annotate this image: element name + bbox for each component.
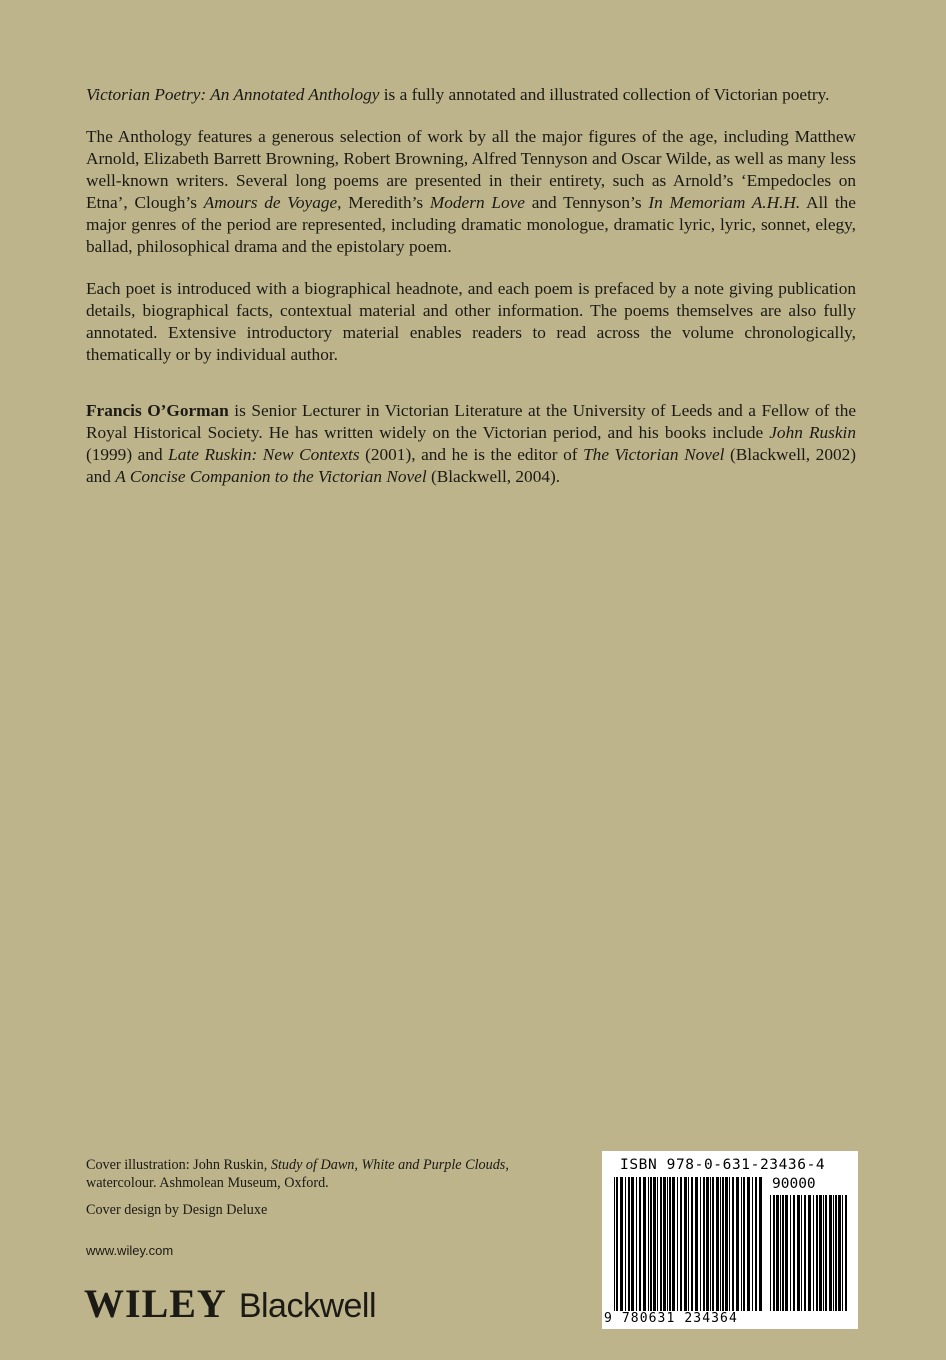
barcode-bar bbox=[688, 1177, 689, 1311]
barcode-bar bbox=[829, 1195, 832, 1311]
barcode-bar bbox=[785, 1195, 788, 1311]
barcode-bar bbox=[813, 1195, 814, 1311]
book-title: Victorian Poetry: An Annotated Anthology bbox=[86, 85, 380, 104]
barcode-bar bbox=[741, 1177, 742, 1311]
barcode-bar bbox=[695, 1177, 698, 1311]
price-barcode-bars bbox=[770, 1195, 848, 1313]
barcode-bar bbox=[845, 1195, 847, 1311]
barcode-bar bbox=[639, 1177, 641, 1311]
barcode-bar bbox=[703, 1177, 705, 1311]
barcode-bar bbox=[660, 1177, 662, 1311]
barcode-bar bbox=[773, 1195, 775, 1311]
barcode-bar bbox=[625, 1177, 626, 1311]
barcode-bar bbox=[628, 1177, 630, 1311]
barcode-bar bbox=[752, 1177, 753, 1311]
barcode-bar bbox=[657, 1177, 658, 1311]
publisher-url[interactable]: www.wiley.com bbox=[86, 1243, 174, 1258]
wiley-blackwell-logo bbox=[84, 1280, 376, 1327]
illustration-credit: Cover illustration: John Ruskin, Study of Dawn, White and Purple Clouds, watercolour. Ashmolean Museum, Oxford. bbox=[86, 1157, 509, 1191]
blackwell-wordmark: Blackwell bbox=[238, 1287, 377, 1325]
barcode-bar bbox=[677, 1177, 678, 1311]
barcode-bar bbox=[736, 1177, 739, 1311]
wiley-wordmark: WILEY bbox=[84, 1281, 227, 1326]
barcode-bar bbox=[838, 1195, 841, 1311]
barcode-bar bbox=[770, 1195, 771, 1311]
barcode-bar bbox=[842, 1195, 843, 1311]
barcode-bar bbox=[706, 1177, 709, 1311]
barcode-bar bbox=[631, 1177, 634, 1311]
barcode-bar bbox=[648, 1177, 649, 1311]
barcode-bar bbox=[712, 1177, 714, 1311]
barcode-bar bbox=[614, 1177, 615, 1311]
barcode-bar bbox=[620, 1177, 623, 1311]
barcode-bar bbox=[782, 1195, 784, 1311]
barcode-bar bbox=[780, 1195, 781, 1311]
contents-paragraph: The Anthology features a generous selection of work by all the major figures of the age, including Matthew Arnold, Elizabeth Barrett Browning, Robert Browning, Alfred Tennyson and Oscar Wilde, as well as many less well-known writers. Several long poems are presented in their entirety, such as Arnold’s ‘Empedocles on Etna’, Clough’s Amours de Voyage, Meredith’s Modern Love and Tennyson’s In Memoriam A.H.H. All the major genres of the period are represented, including dramatic monologue, dramatic lyric, lyric, sonnet, elegy, ballad, philosophical drama and the epistolary poem. bbox=[86, 127, 856, 256]
barcode-bar bbox=[720, 1177, 721, 1311]
apparatus-paragraph: Each poet is introduced with a biographical headnote, and each poem is prefaced by a note giving publication details, biographical facts, contextual material and other information. The poems themselves are also fully annotated. Extensive introductory material enables readers to read across the volume chronologically, thematically or by individual author. bbox=[86, 279, 856, 364]
barcode-bar bbox=[722, 1177, 724, 1311]
barcode-bar bbox=[691, 1177, 693, 1311]
barcode-bar bbox=[793, 1195, 795, 1311]
barcode-bar bbox=[672, 1177, 675, 1311]
barcode-bar bbox=[643, 1177, 646, 1311]
barcode-bar bbox=[669, 1177, 671, 1311]
barcode-bar bbox=[808, 1195, 811, 1311]
barcode-bar bbox=[667, 1177, 668, 1311]
isbn-barcode bbox=[602, 1151, 858, 1329]
back-cover-blurb bbox=[86, 84, 856, 508]
barcode-bar bbox=[680, 1177, 682, 1311]
ean-digits: 9 780631 234364 bbox=[604, 1311, 738, 1326]
barcode-bar bbox=[650, 1177, 652, 1311]
barcode-bar bbox=[816, 1195, 818, 1311]
barcode-bar bbox=[797, 1195, 800, 1311]
barcode-bar bbox=[835, 1195, 837, 1311]
barcode-bar bbox=[732, 1177, 734, 1311]
isbn-number: ISBN 978-0-631-23436-4 bbox=[620, 1157, 826, 1173]
barcode-bar bbox=[729, 1177, 730, 1311]
barcode-bar bbox=[833, 1195, 834, 1311]
barcode-bar bbox=[710, 1177, 711, 1311]
barcode-bar bbox=[725, 1177, 728, 1311]
intro-paragraph: Victorian Poetry: An Annotated Anthology is a fully annotated and illustrated collection of Victorian poetry. bbox=[86, 85, 830, 104]
barcode-bar bbox=[743, 1177, 745, 1311]
barcode-bar bbox=[747, 1177, 750, 1311]
design-credit: Cover design by Design Deluxe bbox=[86, 1202, 268, 1218]
barcode-bar bbox=[790, 1195, 791, 1311]
barcode-bar bbox=[663, 1177, 666, 1311]
barcode-bar bbox=[684, 1177, 687, 1311]
price-code: 90000 bbox=[772, 1176, 816, 1192]
barcode-bar bbox=[653, 1177, 656, 1311]
barcode-bar bbox=[823, 1195, 824, 1311]
barcode-bar bbox=[716, 1177, 719, 1311]
author-bio: Francis O’Gorman is Senior Lecturer in Victorian Literature at the University of Leeds and a Fellow of the Royal Historical Society. He has written widely on the Victorian period, and his books include John Ruskin (1999) and Late Ruskin: New Contexts (2001), and he is the editor of The Victorian Novel (Blackwell, 2002) and A Concise Companion to the Victorian Novel (Blackwell, 2004). bbox=[86, 401, 857, 486]
cover-credits bbox=[86, 1156, 556, 1228]
barcode-bar bbox=[759, 1177, 762, 1311]
barcode-bar bbox=[776, 1195, 779, 1311]
barcode-bar bbox=[636, 1177, 637, 1311]
ean-barcode-bars bbox=[614, 1177, 764, 1315]
author-name: Francis O’Gorman bbox=[86, 401, 229, 420]
barcode-bar bbox=[825, 1195, 827, 1311]
barcode-bar bbox=[801, 1195, 802, 1311]
barcode-bar bbox=[804, 1195, 806, 1311]
barcode-bar bbox=[700, 1177, 701, 1311]
barcode-bar bbox=[616, 1177, 618, 1311]
barcode-bar bbox=[755, 1177, 757, 1311]
barcode-bar bbox=[819, 1195, 822, 1311]
